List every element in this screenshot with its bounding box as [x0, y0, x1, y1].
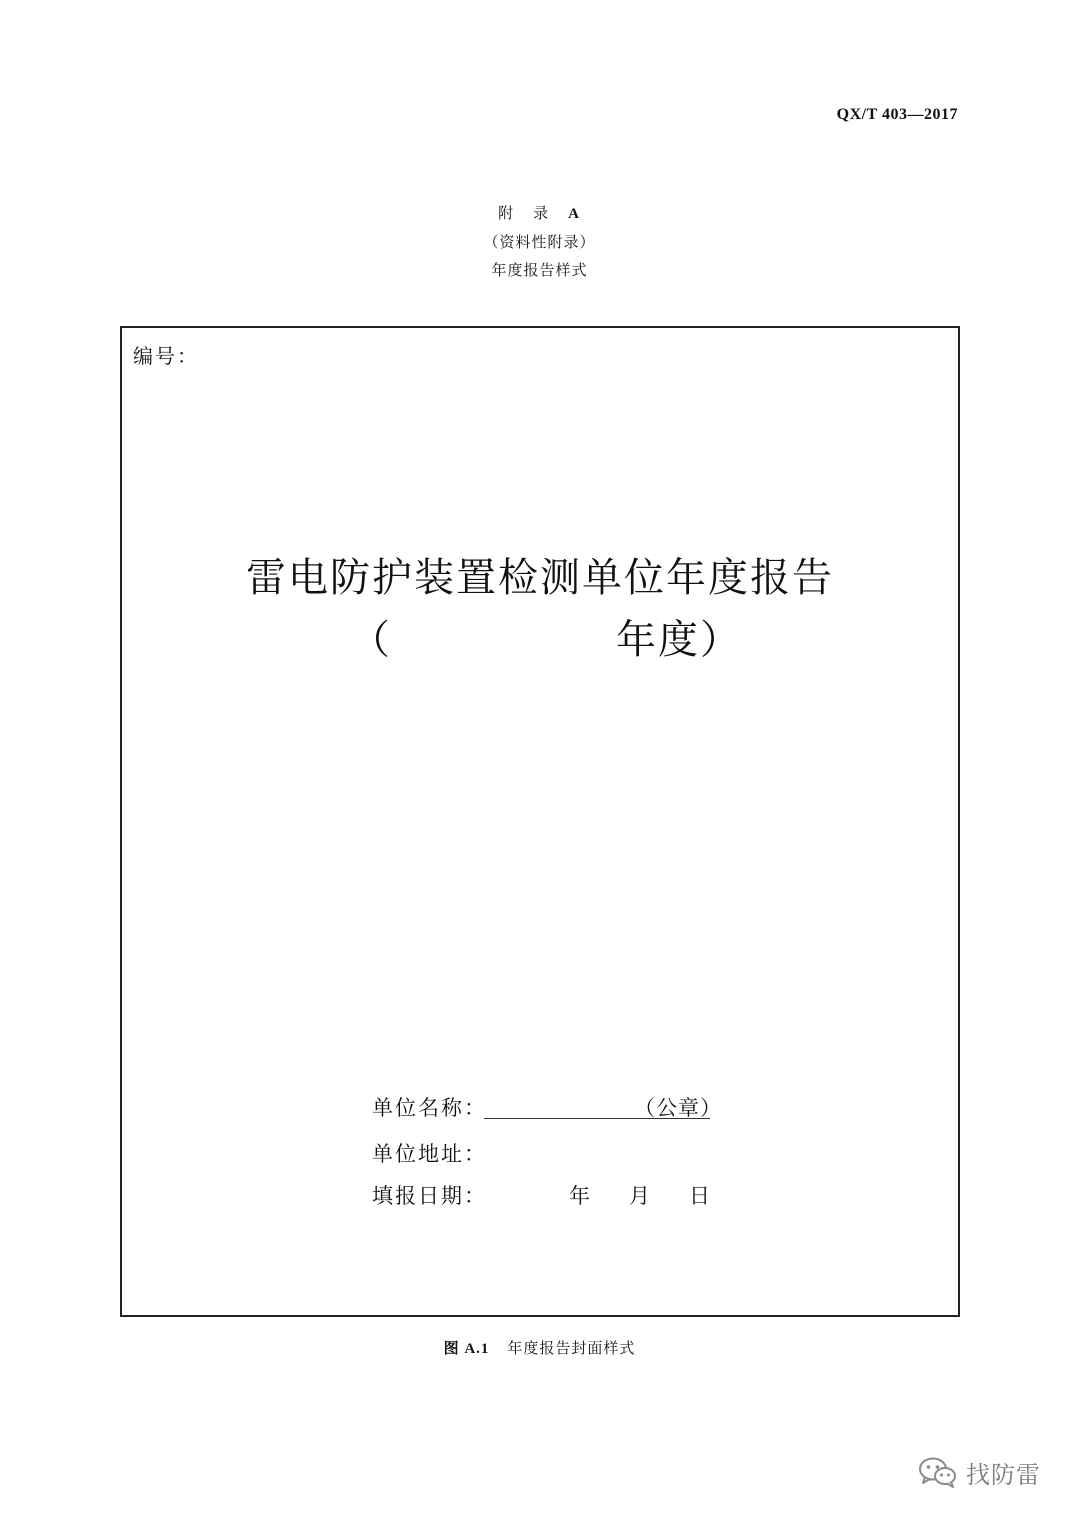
year-suffix: 年度） [616, 617, 742, 663]
appendix-name: 年度报告样式 [491, 261, 588, 279]
date-month-label: 月 [629, 1184, 650, 1208]
date-day-label: 日 [689, 1184, 710, 1208]
report-title: 雷电防护装置检测单位年度报告 [246, 555, 834, 601]
appendix-title-letter: A [568, 206, 581, 222]
appendix-title-word2: 录 [533, 204, 551, 222]
unit-name-label: 单位名称： [372, 1096, 487, 1120]
appendix-title [0, 202, 1079, 223]
appendix-subtitle: （资料性附录） [483, 233, 596, 251]
fill-date-label: 填报日期： [372, 1184, 487, 1208]
report-cover-frame [120, 326, 960, 1317]
figure-caption [0, 1337, 1079, 1358]
year-open-paren: （ [350, 617, 390, 663]
unit-address-label: 单位地址： [372, 1142, 487, 1166]
wechat-icon [918, 1456, 958, 1488]
watermark-text: 找防雷 [966, 1460, 1041, 1489]
seal-label: （公章） [634, 1096, 722, 1120]
appendix-title-word1: 附 [498, 204, 516, 222]
standard-code: QX/T 403—2017 [836, 106, 958, 123]
figure-number: 图 A.1 [443, 1341, 490, 1357]
serial-number-label: 编号： [133, 344, 199, 368]
report-year-line [122, 608, 958, 663]
figure-caption-text: 年度报告封面样式 [507, 1339, 636, 1357]
watermark [918, 1450, 1041, 1494]
date-year-label: 年 [569, 1184, 590, 1208]
